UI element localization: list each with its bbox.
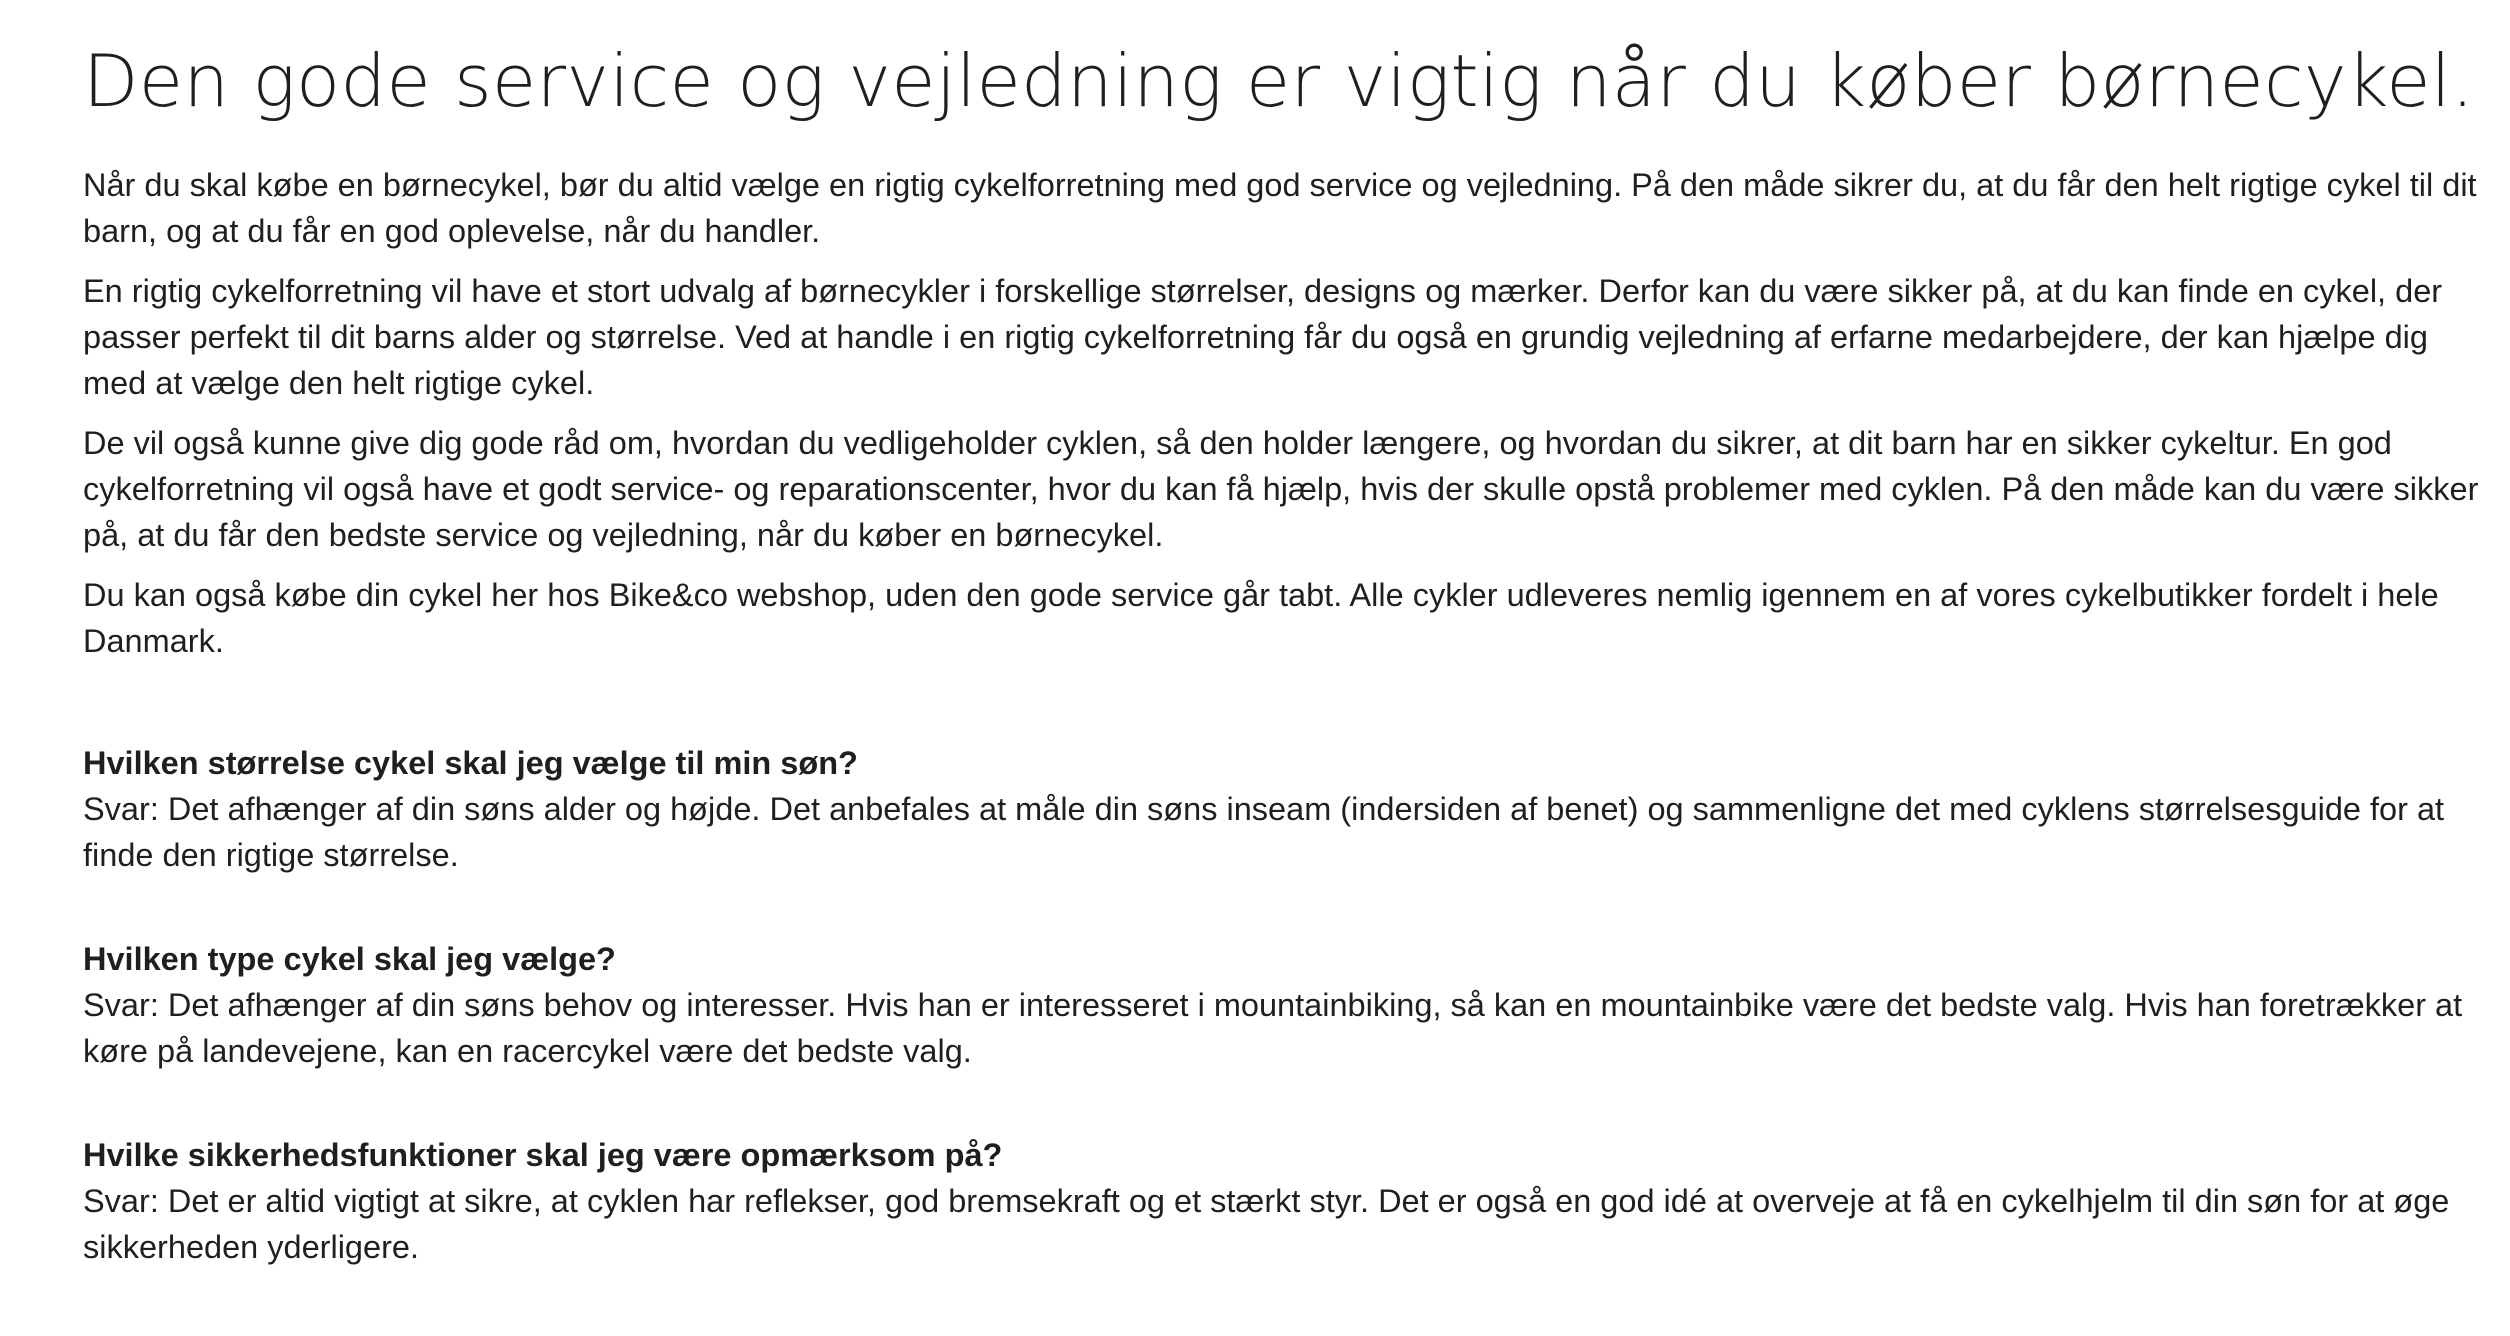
faq-item bbox=[83, 936, 2493, 1074]
faq-section bbox=[83, 740, 2493, 1270]
faq-question: Hvilken størrelse cykel skal jeg vælge til min søn? bbox=[83, 745, 858, 781]
faq-question: Hvilke sikkerhedsfunktioner skal jeg være opmærksom på? bbox=[83, 1137, 1003, 1173]
faq-item bbox=[83, 740, 2493, 878]
paragraph-service-intro: Når du skal købe en børnecykel, bør du altid vælge en rigtig cykelforretning med god service og vejledning. På den måde sikrer du, at du får den helt rigtige cykel til dit barn, og at du får en god oplevelse, når du handler. bbox=[83, 167, 2477, 249]
paragraph-webshop: Du kan også købe din cykel her hos Bike&co webshop, uden den gode service går tabt. Alle cykler udleveres nemlig igennem en af vores cykelbutikker fordelt i hele Danmark. bbox=[83, 577, 2439, 659]
faq-answer: Svar: Det afhænger af din søns alder og højde. Det anbefales at måle din søns inseam (indersiden af benet) og sammenligne det med cyklens størrelsesguide for at finde den rigtige størrelse. bbox=[83, 791, 2445, 873]
faq-item bbox=[83, 1132, 2493, 1270]
paragraph-advice: De vil også kunne give dig gode råd om, hvordan du vedligeholder cyklen, så den holder længere, og hvordan du sikrer, at dit barn har en sikker cykeltur. En god cykelforretning vil også have et godt service- og reparationscenter, hvor du kan få hjælp, hvis der skulle opstå problemer med cyklen. På den måde kan du være sikker på, at du får den bedste service og vejledning, når du køber en børnecykel. bbox=[83, 425, 2479, 553]
article-title: Den gode service og vejledning er vigtig når du køber børnecykel. bbox=[83, 39, 2475, 123]
article-content bbox=[83, 40, 2493, 1270]
faq-question: Hvilken type cykel skal jeg vælge? bbox=[83, 941, 616, 977]
faq-answer: Svar: Det afhænger af din søns behov og interesser. Hvis han er interesseret i mountainbiking, så kan en mountainbike være det bedste valg. Hvis han foretrækker at køre på landevejene, kan en racercykel være det bedste valg. bbox=[83, 987, 2463, 1069]
faq-answer: Svar: Det er altid vigtigt at sikre, at cyklen har reflekser, god bremsekraft og et stærkt styr. Det er også en god idé at overveje at få en cykelhjelm til din søn for at øge sikkerheden yderligere. bbox=[83, 1183, 2450, 1265]
paragraph-assortment: En rigtig cykelforretning vil have et stort udvalg af børnecykler i forskellige størrelser, designs og mærker. Derfor kan du være sikker på, at du kan finde en cykel, der passer perfekt til dit barns alder og størrelse. Ved at handle i en rigtig cykelforretning får du også en grundig vejledning af erfarne medarbejdere, der kan hjælpe dig med at vælge den helt rigtige cykel. bbox=[83, 273, 2443, 401]
